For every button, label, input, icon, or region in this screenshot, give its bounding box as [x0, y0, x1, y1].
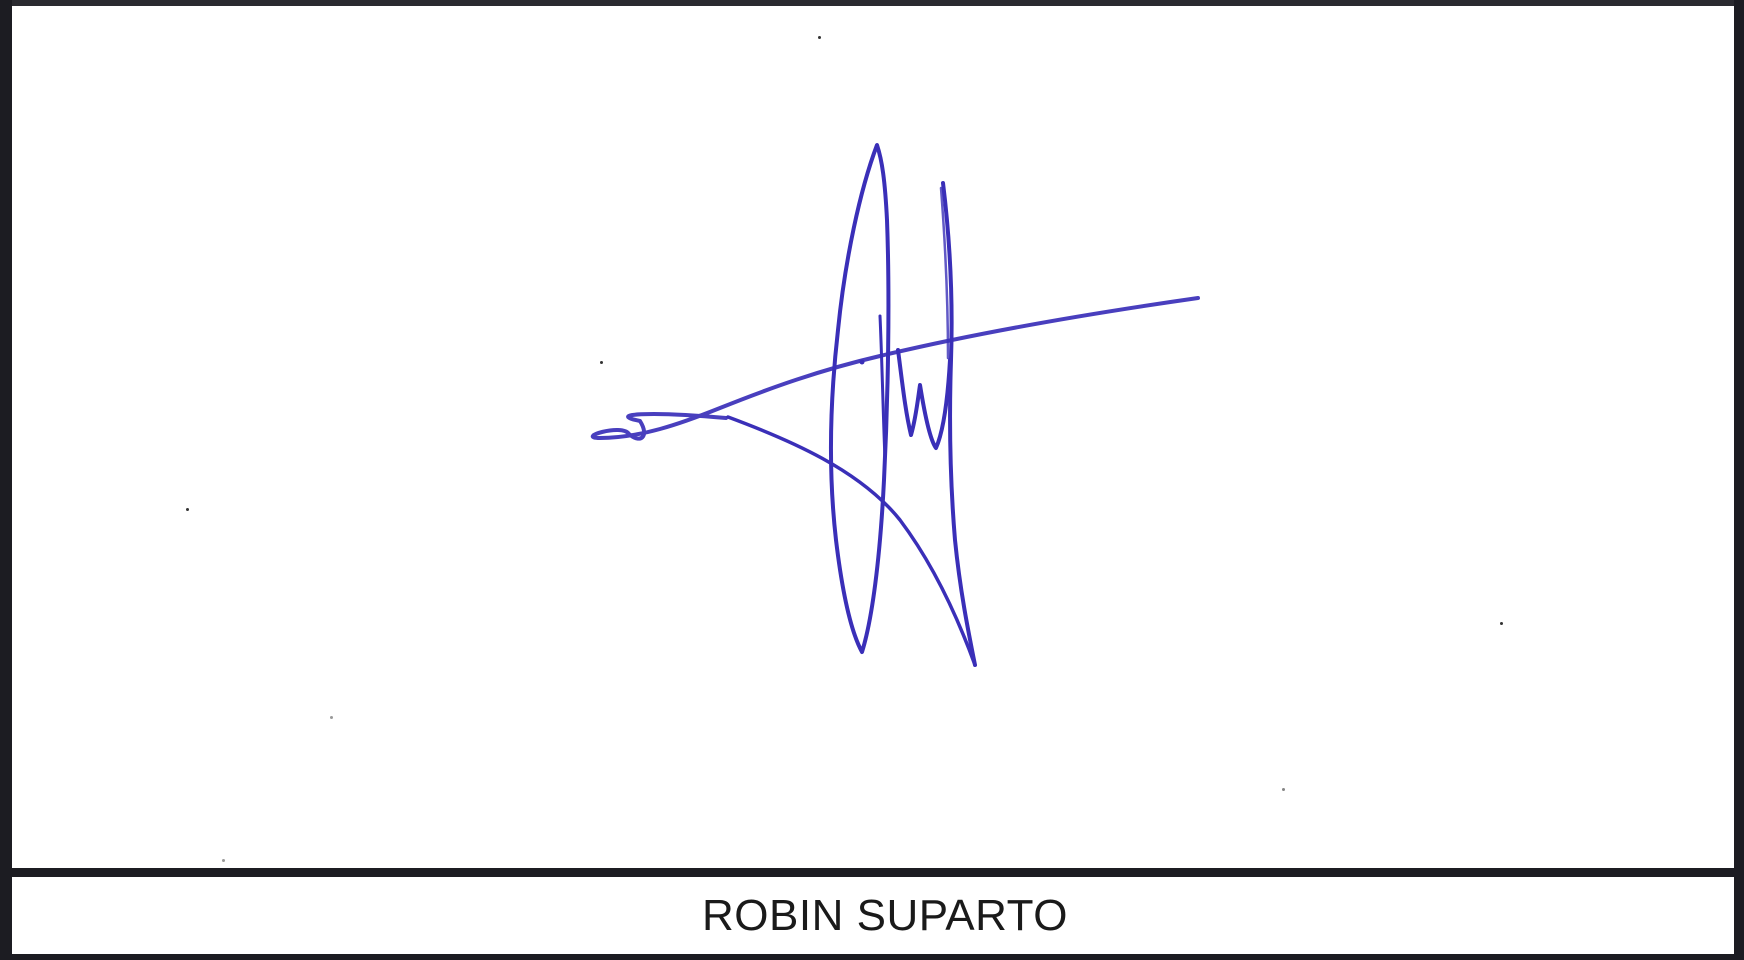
signer-name: ROBIN SUPARTO: [702, 890, 1068, 940]
frame-right-border: [1734, 0, 1744, 960]
signature-icon: [12, 6, 1734, 868]
paper-speck: [330, 716, 333, 719]
paper-speck: [222, 859, 225, 862]
signature-stroke-tall-loop: [831, 145, 889, 652]
paper-speck: [818, 36, 821, 39]
signature-area: [12, 6, 1734, 868]
signature-stroke-right: [943, 183, 975, 665]
paper-speck: [186, 508, 189, 511]
name-area: [12, 877, 1734, 954]
frame-left-border: [0, 0, 12, 960]
paper-speck: [600, 361, 603, 364]
signature-divider: [0, 868, 1744, 877]
signature-stroke-inner: [880, 316, 885, 460]
signature-stroke-w: [898, 350, 950, 448]
paper-speck: [1500, 622, 1503, 625]
signature-stroke-diagonal: [593, 298, 1198, 439]
signature-dot: [860, 360, 865, 365]
frame-bottom-border: [0, 954, 1744, 960]
paper-speck: [1282, 788, 1285, 791]
